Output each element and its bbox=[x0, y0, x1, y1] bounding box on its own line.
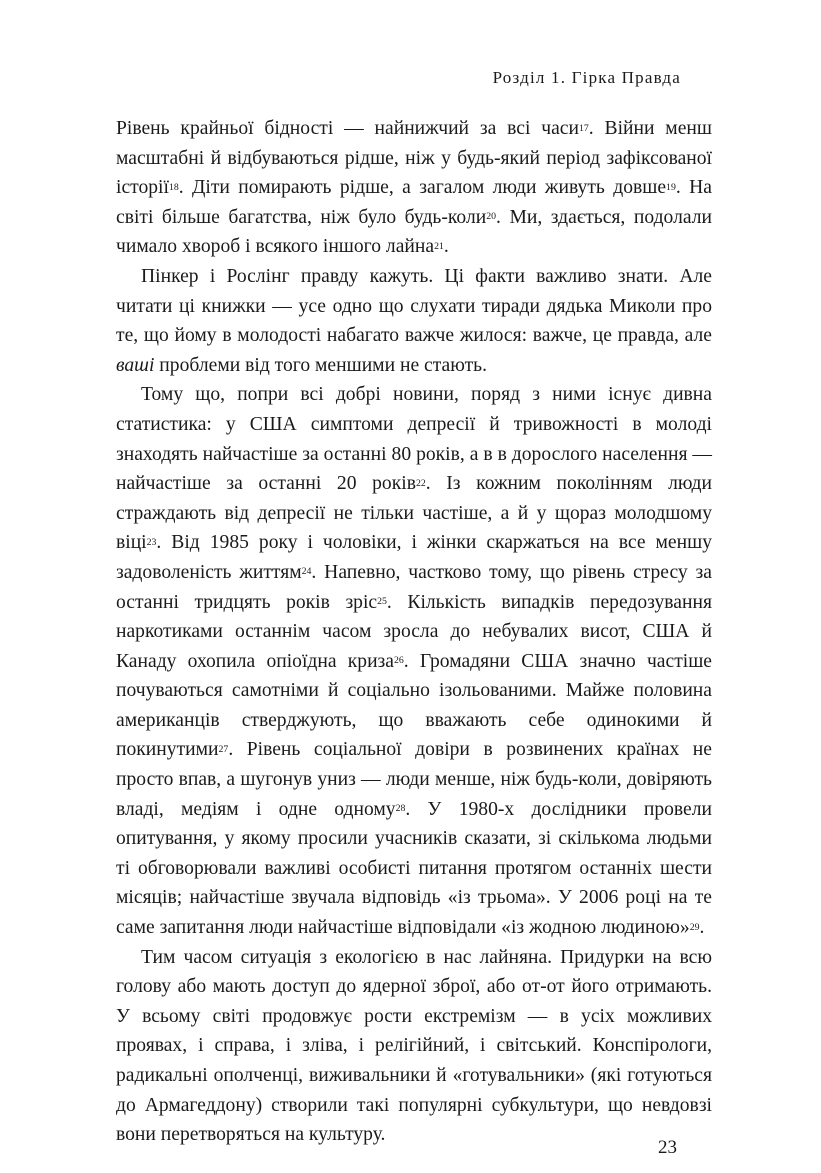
footnote-ref: 21 bbox=[434, 240, 444, 252]
paragraph-4 bbox=[116, 943, 712, 1150]
running-head: Розділ 1. Гірка Правда bbox=[492, 68, 681, 87]
paragraph-1 bbox=[116, 114, 712, 262]
footnote-ref: 18 bbox=[168, 181, 179, 193]
text-run: . bbox=[443, 236, 449, 258]
footnote-ref: 20 bbox=[486, 211, 497, 223]
paragraph-2 bbox=[116, 262, 712, 380]
text-run: Пінкер і Рослінг правду кажуть. Ці факти важливо знати. Але читати ці книжки — усе одно що слухати тиради дядька Миколи про те, що йому в молодості набагато важче жилося: важче, це правда, але bbox=[116, 265, 712, 347]
text-run: . Кількість випадків передозування наркотиками останнім часом зросла до небувалих висот, США й Канаду охопила опіоїдна криза bbox=[116, 591, 712, 672]
text-run: . Із кожним поколінням люди страждають від депресії не тільки частіше, а й у щораз молодшому віці bbox=[116, 473, 712, 554]
text-run: Тим часом ситуація з екологією в нас лайняна. Придурки на всю голову або мають доступ до ядерної зброї, або от-от його отримають. У всьому світі продовжує рости екстремізм — в усіх можливих проявах, і справа, і зліва, і релігійний, і світський. Конспірологи, радикальні ополченці, виживальники й «готувальники» (які готуються до Армагеддону) створили такі популярні субкультури, що невдовзі вони перетворяться на культуру. bbox=[116, 946, 712, 1146]
footnote-ref: 17 bbox=[578, 122, 589, 134]
text-run: . Рівень соціальної довіри в розвинених країнах не просто впав, а шугонув униз — люди менше, ніж будь-коли, довіряють владі, медіям і одне одному bbox=[116, 739, 712, 820]
text-run: . Від 1985 року і чоловіки, і жінки скаржаться на все меншу задоволеність життям bbox=[116, 532, 712, 583]
text-run: . bbox=[699, 917, 705, 939]
text-run: . У 1980-х дослідники провели опитування, у якому просили учасників сказати, зі скількома людьми ті обговорювали важливі особисті питання протягом останніх шести місяців; найчастіше звучала відповідь «із трьома». У 2006 році на те саме запитання люди найчастіше відповідали «із жодною людиною» bbox=[116, 798, 713, 939]
footnote-ref: 27 bbox=[218, 744, 229, 756]
footnote-ref: 24 bbox=[301, 566, 312, 578]
paragraph-3 bbox=[116, 380, 712, 942]
footnote-ref: 26 bbox=[394, 655, 404, 667]
footnote-ref: 28 bbox=[395, 803, 406, 815]
text-run: проблеми від того меншими не стають. bbox=[154, 354, 488, 376]
body-text bbox=[116, 114, 712, 1150]
page-number: 23 bbox=[658, 1137, 677, 1158]
footnote-ref: 25 bbox=[377, 596, 387, 608]
text-run: Рівень крайньої бідності — найнижчий за всі часи bbox=[116, 118, 579, 139]
footnote-ref: 23 bbox=[146, 536, 157, 548]
footnote-ref: 22 bbox=[415, 477, 426, 489]
footnote-ref: 29 bbox=[689, 921, 700, 933]
text-run: . Діти помирають рідше, а загалом люди живуть довше bbox=[178, 177, 667, 199]
text-run: Тому що, попри всі добрі новини, поряд з ними існує дивна статистика: у США симптоми депресії й тривожності в молоді знаходять найчастіше за останні 80 років, а в в дорослого населення — найчастіше за останні 20 років bbox=[116, 384, 712, 495]
text-run: . Ми, здається, подолали чимало хвороб і всякого іншого лайна bbox=[116, 206, 712, 258]
text-run: . Війни менш масштабні й відбуваються рідше, ніж у будь-який період зафіксованої історії bbox=[116, 118, 712, 199]
footnote-ref: 19 bbox=[666, 181, 676, 193]
emphasis-text: ваші bbox=[116, 354, 155, 376]
text-run: . Громадяни США значно частіше почуваються самотніми й соціально ізольованими. Майже половина американців стверджують, що вважають себе одинокими й покинутими bbox=[116, 650, 712, 761]
text-run: . Напевно, частково тому, що рівень стресу за останні тридцять років зріс bbox=[116, 561, 712, 613]
text-run: . На світі більше багатства, ніж було будь-коли bbox=[116, 177, 712, 228]
